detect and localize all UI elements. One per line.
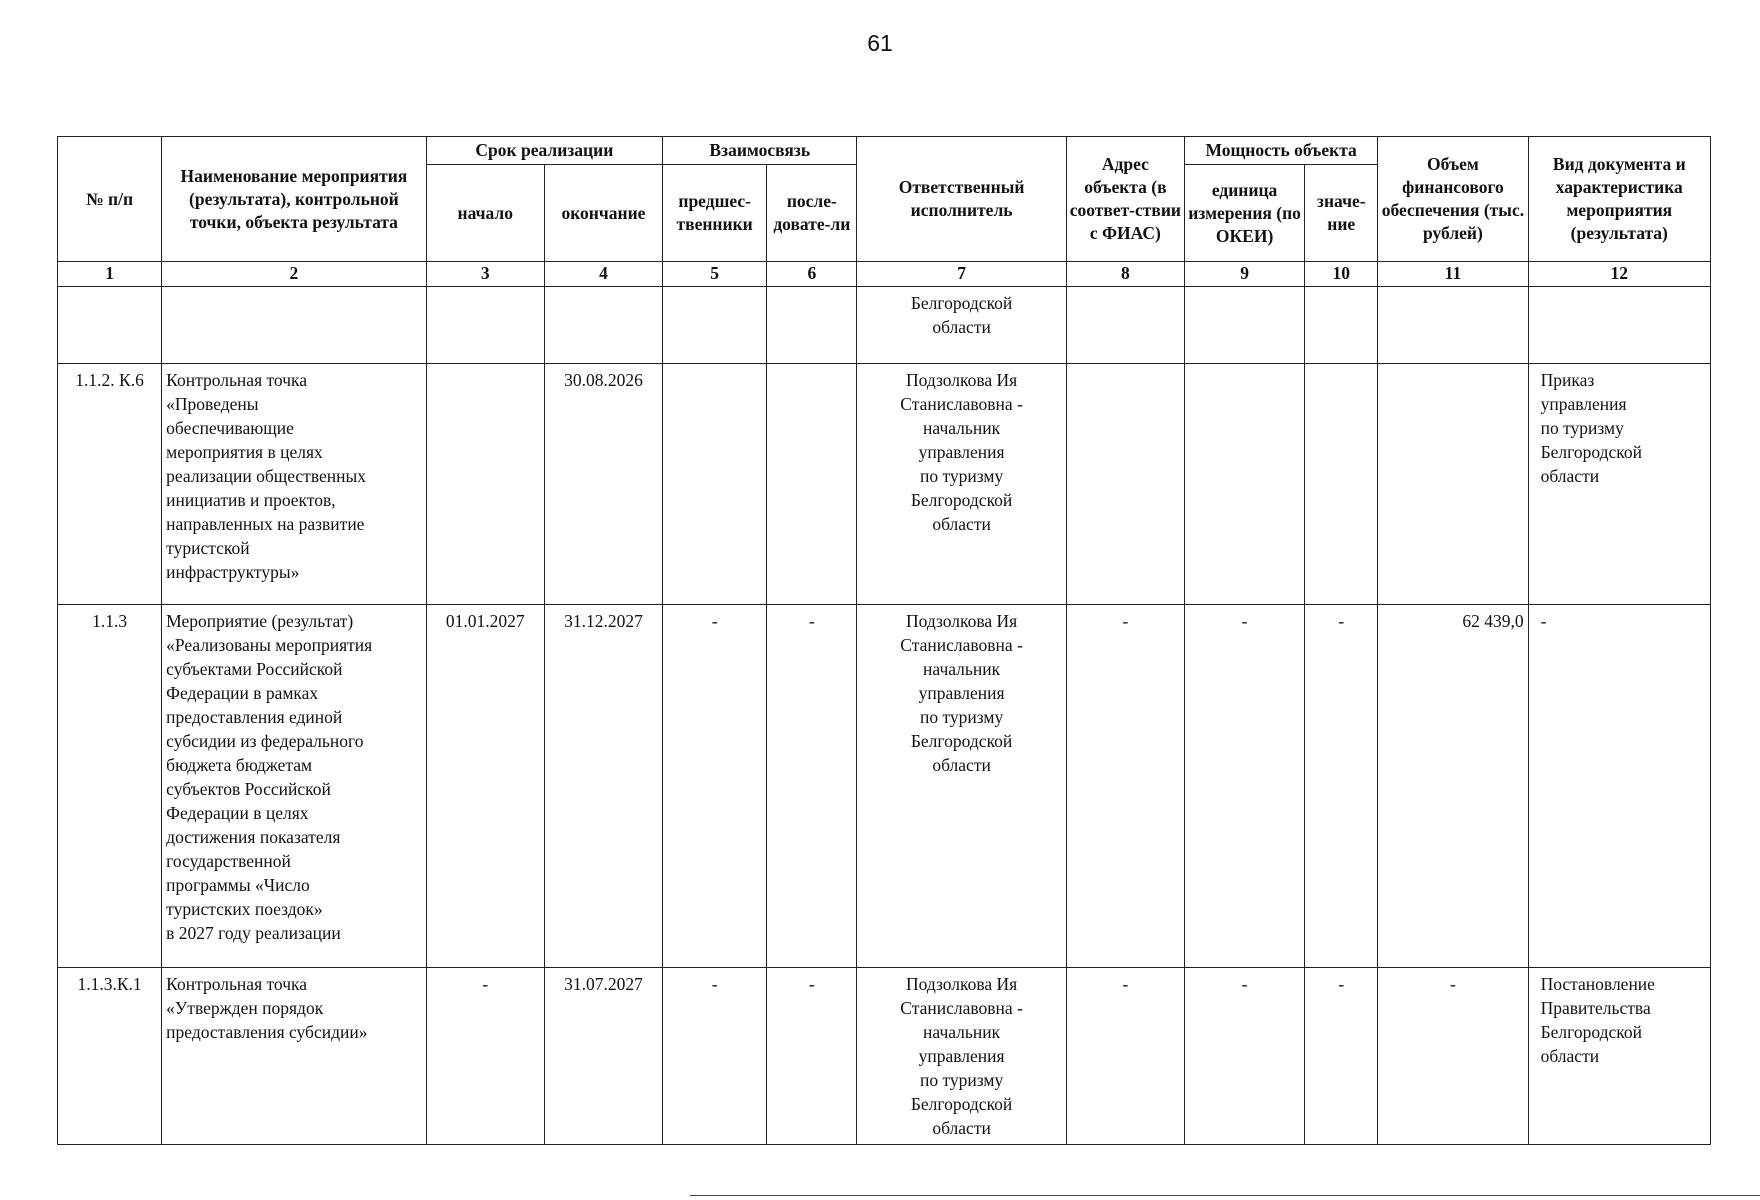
page-number: 61	[867, 30, 893, 56]
header-link: Взаимосвязь	[663, 137, 857, 165]
header-period-end: окончание	[544, 165, 662, 262]
column-number: 5	[663, 262, 767, 287]
header-responsible: Ответственный исполнитель	[857, 137, 1066, 262]
column-number: 12	[1528, 262, 1710, 287]
cell-doc: Приказ управления по туризму Белгородской области	[1528, 364, 1710, 605]
cell-next	[767, 287, 857, 364]
header-period-start: начало	[426, 165, 544, 262]
cell-next: -	[767, 968, 857, 1145]
header-address: Адрес объекта (в соответ-ствии с ФИАС)	[1066, 137, 1184, 262]
header-capacity-value: значе-ние	[1305, 165, 1378, 262]
cell-prev	[663, 364, 767, 605]
cell-responsible: Подзолкова Ия Станиславовна - начальник управления по туризму Белгородской области	[857, 968, 1066, 1145]
cell-name: Контрольная точка «Утвержден порядок предоставления субсидии»	[162, 968, 426, 1145]
cell-address: -	[1066, 968, 1184, 1145]
cell-unit	[1184, 287, 1304, 364]
header-num: № п/п	[58, 137, 162, 262]
table-row	[58, 287, 1711, 364]
column-number: 9	[1184, 262, 1304, 287]
table-row	[58, 968, 1711, 1145]
header-link-prev: предшес-твенники	[663, 165, 767, 262]
column-number: 1	[58, 262, 162, 287]
header-capacity-unit: единица измерения (по ОКЕИ)	[1184, 165, 1304, 262]
cell-doc	[1528, 287, 1710, 364]
cell-start	[426, 364, 544, 605]
cell-next	[767, 364, 857, 605]
cell-unit	[1184, 364, 1304, 605]
cell-num: 1.1.3.К.1	[58, 968, 162, 1145]
cell-name: Мероприятие (результат) «Реализованы мероприятия субъектами Российской Федерации в рамках предоставления единой субсидии из федерального бюджета бюджетам субъектов Российской Федерации в целях достижения показателя государственной программы «Число туристских поездок» в 2027 году реализации	[162, 605, 426, 968]
cell-address	[1066, 364, 1184, 605]
cell-name: Контрольная точка «Проведены обеспечивающие мероприятия в целях реализации общественных инициатив и проектов, направленных на развитие туристской инфраструктуры»	[162, 364, 426, 605]
implementation-plan-table	[57, 136, 1711, 1145]
cell-start: -	[426, 968, 544, 1145]
cell-value: -	[1305, 968, 1378, 1145]
header-link-next: после-довате-ли	[767, 165, 857, 262]
cell-finance: -	[1378, 968, 1528, 1145]
cell-num	[58, 287, 162, 364]
cell-unit: -	[1184, 605, 1304, 968]
cell-prev	[663, 287, 767, 364]
cell-prev: -	[663, 968, 767, 1145]
cell-responsible: Подзолкова Ия Станиславовна - начальник управления по туризму Белгородской области	[857, 605, 1066, 968]
cell-unit: -	[1184, 968, 1304, 1145]
column-number: 7	[857, 262, 1066, 287]
header-doc: Вид документа и характеристика мероприятия (результата)	[1528, 137, 1710, 262]
cell-next: -	[767, 605, 857, 968]
header-period: Срок реализации	[426, 137, 662, 165]
cell-value	[1305, 287, 1378, 364]
cell-value: -	[1305, 605, 1378, 968]
header-finance: Объем финансового обеспечения (тыс. рублей)	[1378, 137, 1528, 262]
cell-doc: -	[1528, 605, 1710, 968]
column-numbers-row	[58, 262, 1711, 287]
column-number: 10	[1305, 262, 1378, 287]
cell-doc: Постановление Правительства Белгородской области	[1528, 968, 1710, 1145]
column-number: 3	[426, 262, 544, 287]
table-row	[58, 364, 1711, 605]
column-number: 2	[162, 262, 426, 287]
cell-responsible: Подзолкова Ия Станиславовна - начальник управления по туризму Белгородской области	[857, 364, 1066, 605]
column-number: 4	[544, 262, 662, 287]
column-number: 11	[1378, 262, 1528, 287]
cell-address: -	[1066, 605, 1184, 968]
cell-finance	[1378, 364, 1528, 605]
cell-end: 31.07.2027	[544, 968, 662, 1145]
cell-end: 30.08.2026	[544, 364, 662, 605]
header-capacity: Мощность объекта	[1184, 137, 1377, 165]
cell-value	[1305, 364, 1378, 605]
footer-rule	[690, 1195, 1760, 1196]
cell-num: 1.1.3	[58, 605, 162, 968]
column-number: 8	[1066, 262, 1184, 287]
column-number: 6	[767, 262, 857, 287]
cell-finance	[1378, 287, 1528, 364]
cell-address	[1066, 287, 1184, 364]
table-header	[58, 137, 1711, 287]
cell-name	[162, 287, 426, 364]
cell-start: 01.01.2027	[426, 605, 544, 968]
cell-responsible: Белгородской области	[857, 287, 1066, 364]
table-row	[58, 605, 1711, 968]
cell-end	[544, 287, 662, 364]
cell-prev: -	[663, 605, 767, 968]
cell-finance: 62 439,0	[1378, 605, 1528, 968]
cell-end: 31.12.2027	[544, 605, 662, 968]
cell-num: 1.1.2. К.6	[58, 364, 162, 605]
header-name: Наименование мероприятия (результата), контрольной точки, объекта результата	[162, 137, 426, 262]
cell-start	[426, 287, 544, 364]
